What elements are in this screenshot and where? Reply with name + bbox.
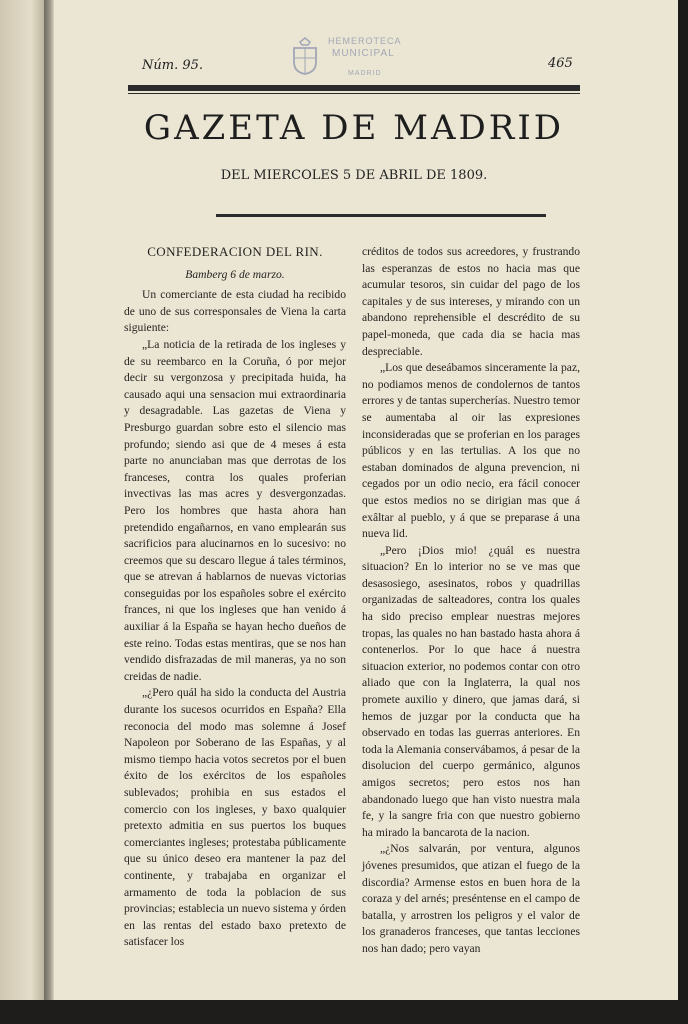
masthead-rule (216, 214, 546, 217)
right-column (362, 244, 580, 958)
paragraph: „Los que deseábamos sinceramente la paz, no podiamos menos de condolernos de tantos errores y de tantas supercherías. Nuestro temor se aumentaba al oir las expresiones inconsideradas que se proferian en los parages públicos y en las tertulias. A los que no estaban dominados de alguna prevencion, ni cegados por un odio necio, era fácil conocer que estos medios no se dirigian mas que á exâltar al pueblo, y á que se preparase á una nueva lid. (362, 361, 580, 541)
paragraph: Un comerciante de esta ciudad ha recibido de uno de sus corresponsales de Viena la carta siguiente: (124, 288, 346, 335)
paragraph: créditos de todos sus acreedores, y frustrando las esperanzas de estos no hacia mas que acumular tesoros, sin cuidar del pago de los capitales y de sus intereses, y mirando con un abandono reprehensible el descrédito de su papel-moneda, que cada dia se hacia mas despreciable. (362, 245, 580, 358)
issue-number: Núm. 95. (142, 58, 204, 73)
stamp-line-2: MUNICIPAL (332, 48, 395, 59)
header-rule-thick (128, 85, 580, 91)
facing-page-edge (0, 0, 44, 1000)
library-stamp (288, 34, 428, 80)
paragraph: „La noticia de la retirada de los ingleses y de su reembarco en la Coruña, ó por mejor decir su vergonzosa y precipitada huida, ha causado aqui una sensacion mui extraordinaria y desagradable. Las gazetas de Viena y Presburgo guardan sobre esto el silencio mas profundo; siendo asi que de 4 meses á esta parte no anunciaban mas que derrotas de los franceses, contra los quales proferian invectivas las mas acres y desvergonzadas. Pero los hombres que hasta ahora han pretendido engañarnos, en vano emplearán sus sacrificios para alucinarnos en lo sucesivo: no creemos que su descaro llegue á tales términos, que se atrevan á hablarnos de nuevas victorias conseguidas por los españoles sobre el exército frances, ni que los ingleses que han venido á auxiliar á la España se hayan hecho dueños de este reino. Todas estas mentiras, que se nos han vendido disfrazadas de mil maneras, ya no son creidas de nadie. (124, 337, 346, 683)
stamp-line-3: MADRID (348, 70, 382, 77)
left-column (124, 240, 346, 951)
section-heading: CONFEDERACION DEL RIN. (147, 244, 323, 259)
paragraph: „¿Pero quál ha sido la conducta del Austria durante los sucesos ocurridos en España? Ella reconocia del modo mas solemne á Josef Napoleon por Soberano de las Españas, y al mismo tiempo hacia votos secretos por el buen éxito de los exércitos de los españoles sublevados; prohibia en sus estados el comercio con los ingleses, y baxo qualquier pretexto admitia en sus puertos los buques comerciantes ingleses; protestaba públicamente que su único deseo era mantener la paz del continente, y trabajaba en organizar el armamento de toda la poblacion de sus provincias; establecia un nuevo sistema y órden en las rentas del estado baxo pretexto de satisfacer los (124, 686, 346, 949)
page-number: 465 (548, 56, 573, 71)
masthead-title: GAZETA DE MADRID (143, 108, 565, 148)
header-rule-thin (128, 93, 580, 94)
stamp-line-1: HEMEROTECA (328, 36, 402, 46)
paragraph: „¿Nos salvarán, por ventura, algunos jóvenes presumidos, que atizan el fuego de la discordia? Armense estos en buen hora de la coraza y del arnés; preséntense en el campo de batalla, y arrostren los peligros y el valor de los granaderos franceses, que tantas lecciones nos han dado; pero vayan (362, 842, 580, 955)
scan-bottom-border (0, 1000, 688, 1024)
scan-right-border (678, 0, 688, 1024)
book-gutter (44, 0, 54, 1000)
paragraph: „Pero ¡Dios mio! ¿quál es nuestra situacion? En lo interior no se ve mas que desasosiego, asesinatos, robos y quadrillas organizadas de salteadores, contra los quales ha sido preciso emplear nuestras mejores tropas, las quales no han bastado hasta ahora á contenerlos. Por lo que hace á nuestra situacion exterior, no podemos contar con otro aliado que con la Inglaterra, la qual nos promete auxilio y dinero, que jamas dará, si hemos de juzgar por la conducta que ha observado en todas las guerras anteriores. En toda la Alemania conservábamos, á pesar de la disolucion del cuerpo germánico, algunos amigos secretos; pero estos nos han abandonado luego que han visto nuestra mala fe, y la sangre fria con que nuestro gobierno ha mirado la bancarota de la nacion. (362, 543, 580, 839)
dateline-place: Bamberg 6 de marzo. (185, 267, 285, 281)
masthead-date: DEL MIERCOLES 5 DE ABRIL DE 1809. (220, 168, 488, 183)
coat-of-arms-icon (288, 36, 322, 76)
